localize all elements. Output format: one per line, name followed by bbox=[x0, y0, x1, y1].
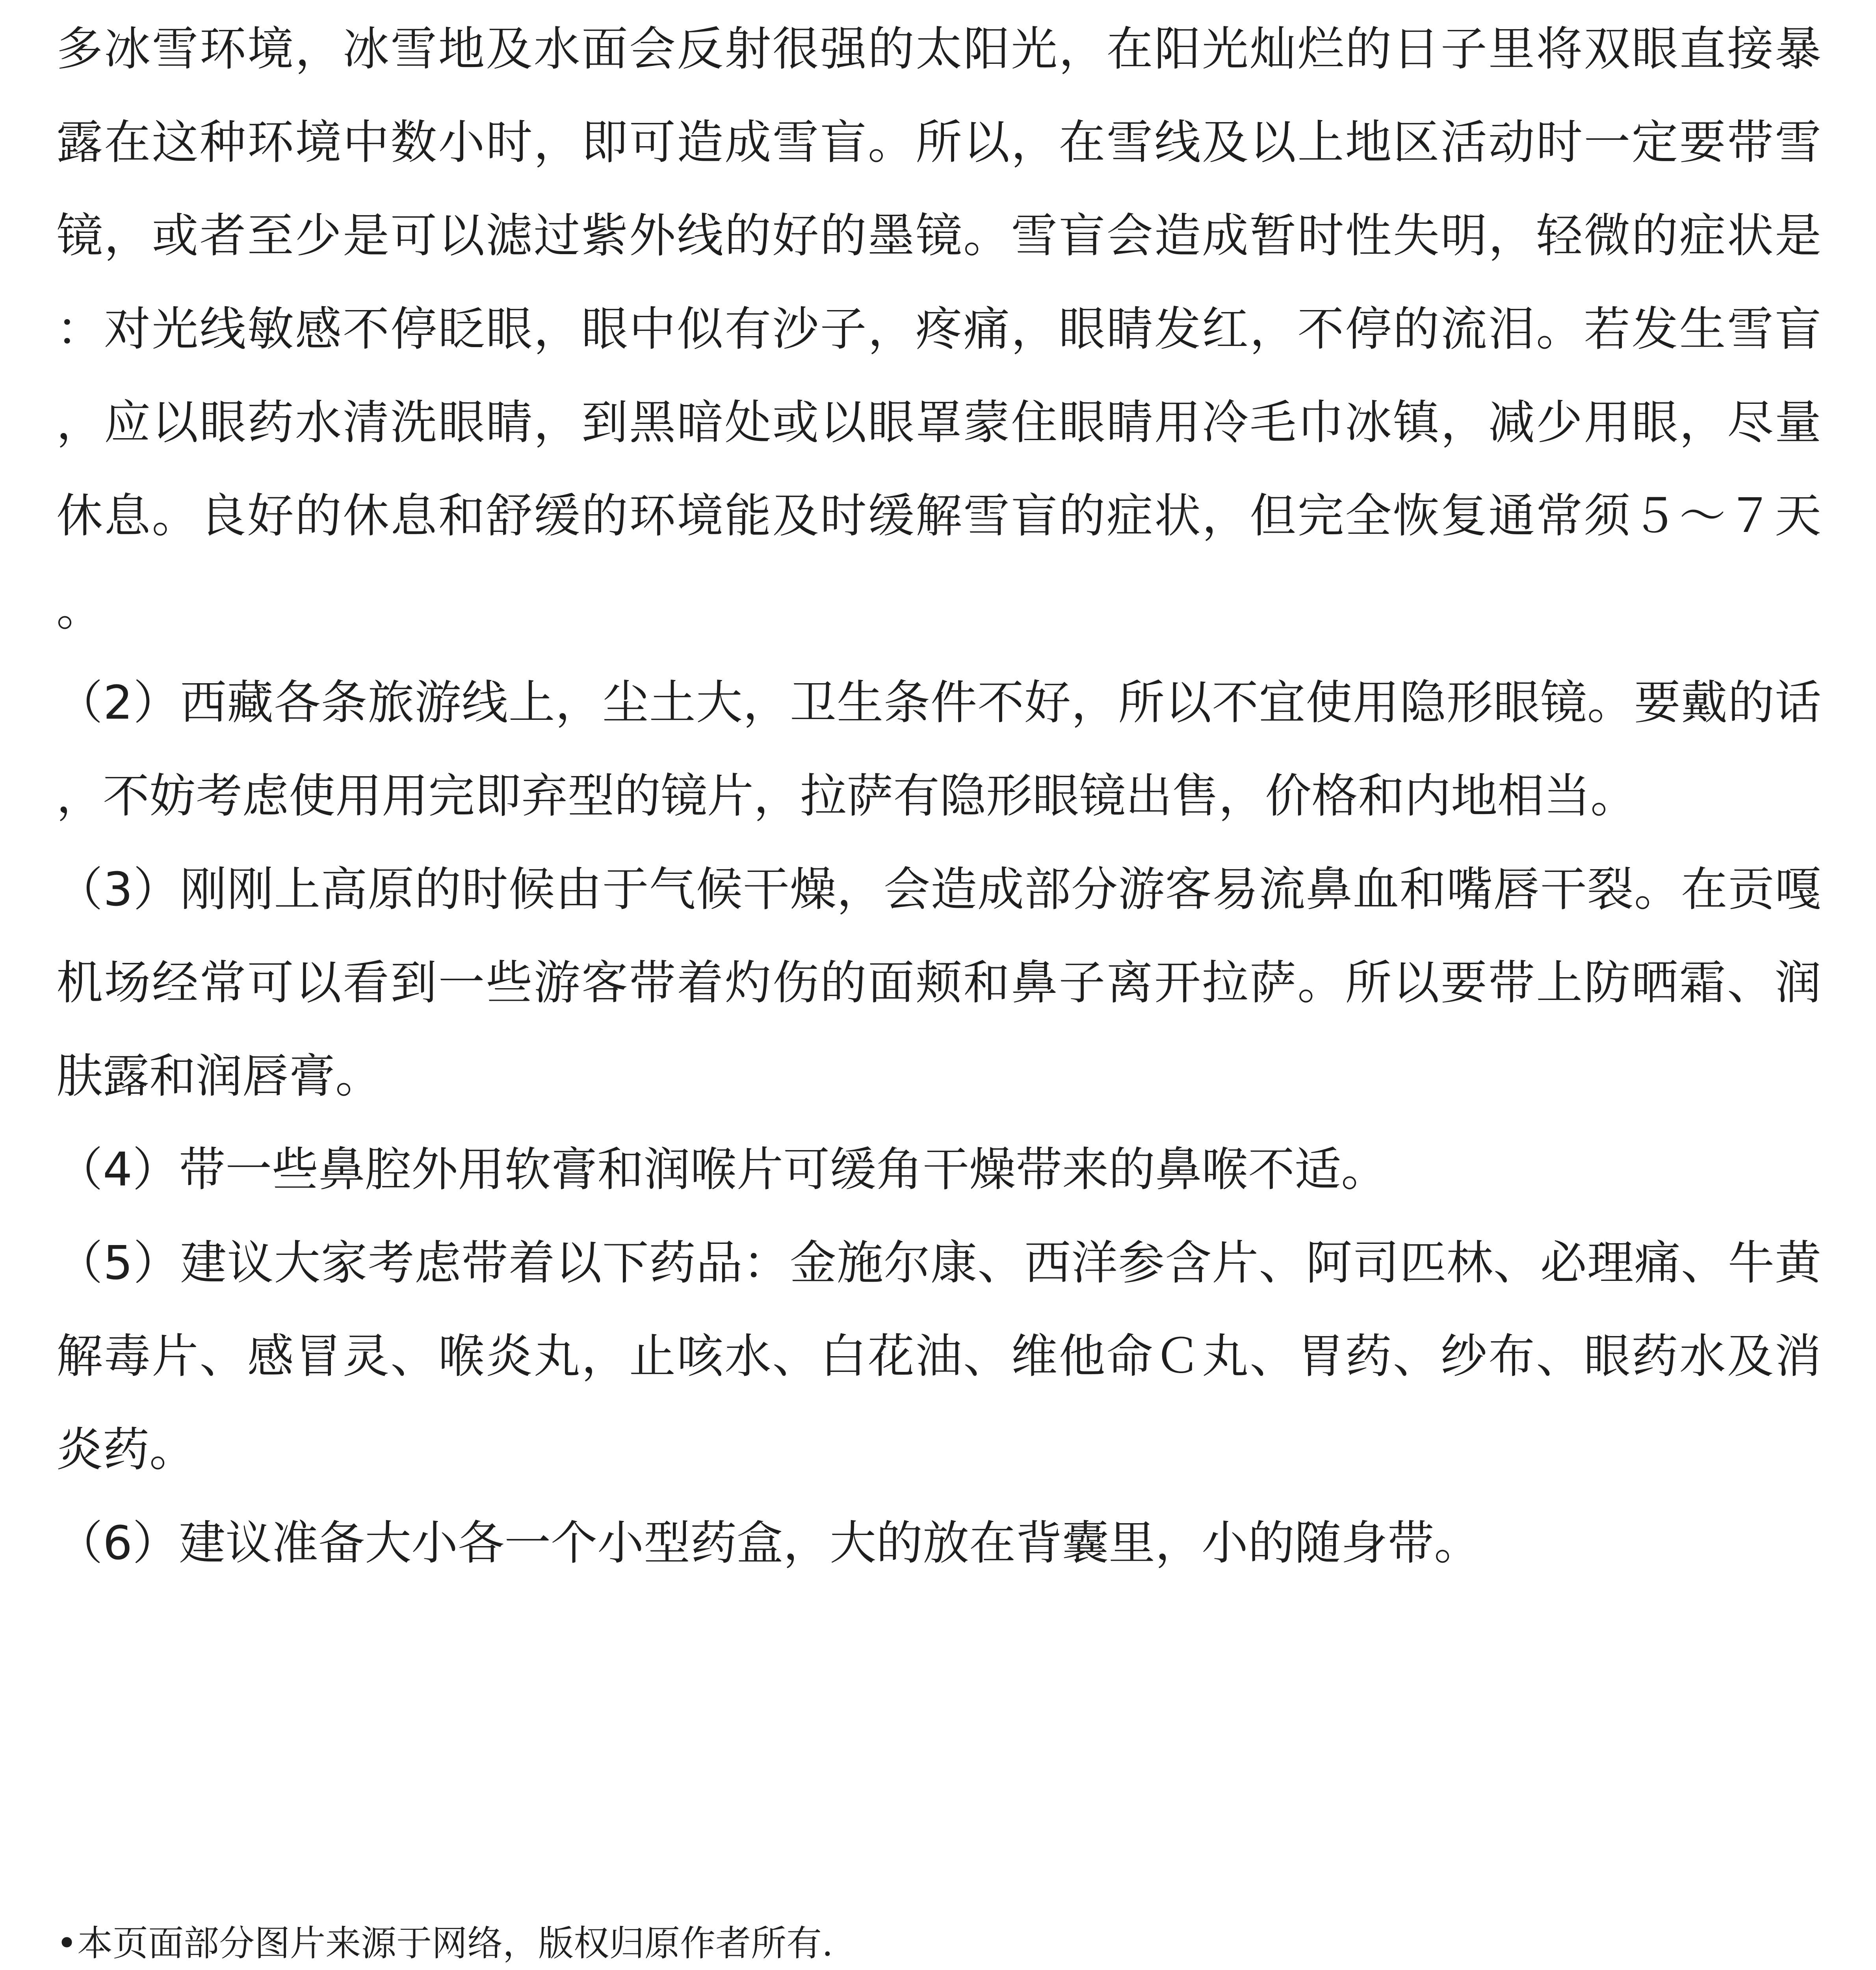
paragraph-snow-blindness: 多冰雪环境，冰雪地及水面会反射很强的太阳光，在阳光灿烂的日子里将双眼直接暴露在这种环境中数小时，即可造成雪盲。所以，在雪线及以上地区活动时一定要带雪镜，或者至少是可以滤过紫外线的好的墨镜。雪盲会造成暂时性失明，轻微的症状是：对光线敏感不停眨眼，眼中似有沙子，疼痛，眼睛发红，不停的流泪。若发生雪盲，应以眼药水清洗眼睛，到黑暗处或以眼罩蒙住眼睛用冷毛巾冰镇，减少用眼，尽量休息。良好的休息和舒缓的环境能及时缓解雪盲的症状，但完全恢复通常须５～７天。 bbox=[56, 22, 1821, 636]
paragraph-dry-climate: （3）刚刚上高原的时候由于气候干燥，会造成部分游客易流鼻血和嘴唇干裂。在贡嘎机场经常可以看到一些游客带着灼伤的面颊和鼻子离开拉萨。所以要带上防晒霜、润肤露和润唇膏。 bbox=[56, 862, 1821, 1103]
paragraph-medicine-list: （5）建议大家考虑带着以下药品：金施尔康、西洋参含片、阿司匹林、必理痛、牛黄解毒片、感冒灵、喉炎丸，止咳水、白花油、维他命Ｃ丸、胃药、纱布、眼药水及消炎药。 bbox=[56, 1236, 1821, 1477]
body-text bbox=[56, 2, 1821, 1590]
paragraph-contact-lenses: （2）西藏各条旅游线上，尘土大，卫生条件不好，所以不宜使用隐形眼镜。要戴的话，不妨考虑使用用完即弃型的镜片，拉萨有隐形眼镜出售，价格和内地相当。 bbox=[56, 675, 1821, 823]
copyright-footnote: •本页面部分图片来源于网络，版权归原作者所有. bbox=[56, 1923, 833, 1964]
paragraph-nasal-ointment: （4）带一些鼻腔外用软膏和润喉片可缓角干燥带来的鼻喉不适。 bbox=[56, 1142, 1388, 1197]
paragraph-medicine-box: （6）建议准备大小各一个小型药盒，大的放在背囊里，小的随身带。 bbox=[56, 1516, 1481, 1570]
